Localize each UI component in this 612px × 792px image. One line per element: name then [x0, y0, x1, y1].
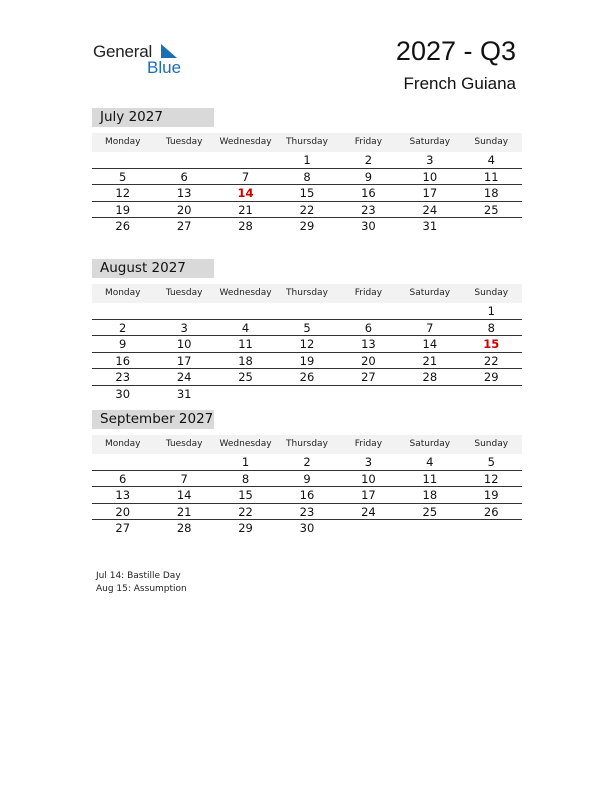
day-cell: 26	[299, 370, 315, 384]
empty-day-cell	[461, 218, 522, 235]
day-cell: 24	[176, 370, 192, 384]
month-september	[92, 410, 522, 537]
weekday-label: Wednesday	[219, 439, 272, 449]
weekday-label: Friday	[354, 439, 383, 449]
weekday-label: Wednesday	[219, 137, 272, 147]
month-title: August 2027	[92, 259, 214, 278]
week-row	[92, 202, 522, 219]
day-cell: 4	[487, 153, 495, 167]
day-cell: 17	[176, 353, 192, 368]
day-cell: 24	[361, 504, 376, 519]
week-row	[92, 487, 522, 504]
empty-day-cell	[92, 454, 153, 470]
day-cell: 18	[483, 186, 499, 200]
day-cell: 26	[115, 219, 131, 233]
weekday-label: Monday	[104, 137, 141, 147]
empty-day-cell	[276, 386, 337, 403]
day-cell: 10	[361, 471, 376, 486]
weekday-header-row	[92, 284, 522, 303]
empty-day-cell	[215, 303, 276, 319]
month-title: September 2027	[92, 410, 214, 429]
day-cell: 6	[364, 320, 373, 335]
week-row	[92, 369, 522, 386]
day-cell: 1	[487, 304, 495, 318]
day-cell: 16	[361, 186, 376, 200]
day-cell: 20	[115, 504, 131, 519]
holiday-note: Jul 14: Bastille Day	[96, 571, 181, 581]
empty-day-cell	[461, 386, 522, 403]
day-cell: 28	[238, 219, 253, 233]
holiday-day-cell: 15	[483, 337, 500, 351]
day-cell: 29	[238, 521, 253, 535]
weekday-label: Saturday	[409, 288, 451, 298]
day-cell: 23	[299, 504, 315, 519]
day-cell: 15	[238, 488, 253, 502]
page-title: 2027 - Q3	[395, 36, 516, 66]
week-row	[92, 504, 522, 521]
day-cell: 20	[176, 202, 192, 217]
day-cell: 7	[241, 169, 250, 184]
day-cell: 7	[180, 471, 188, 486]
day-cell: 17	[422, 186, 438, 200]
day-cell: 23	[361, 202, 376, 217]
day-cell: 13	[176, 186, 192, 200]
day-cell: 12	[483, 471, 499, 486]
day-cell: 15	[299, 186, 315, 200]
day-cell: 30	[299, 521, 315, 535]
day-cell: 27	[176, 219, 192, 233]
weekday-label: Tuesday	[165, 137, 203, 147]
day-cell: 27	[361, 370, 376, 384]
month-august	[92, 259, 522, 402]
day-cell: 21	[422, 353, 438, 368]
day-cell: 7	[426, 320, 434, 335]
day-cell: 31	[422, 219, 438, 233]
day-cell: 2	[303, 455, 311, 469]
day-cell: 10	[176, 337, 192, 351]
day-cell: 28	[422, 370, 438, 384]
week-row	[92, 169, 522, 186]
empty-day-cell	[92, 152, 153, 168]
day-cell: 3	[364, 455, 373, 469]
weekday-label: Tuesday	[165, 439, 203, 449]
empty-day-cell	[215, 386, 276, 403]
empty-day-cell	[153, 303, 214, 319]
day-cell: 11	[422, 471, 438, 486]
day-cell: 27	[115, 521, 131, 535]
weekday-label: Saturday	[409, 439, 451, 449]
day-cell: 10	[422, 169, 438, 184]
day-cell: 14	[176, 488, 192, 502]
day-cell: 4	[426, 455, 434, 469]
day-cell: 2	[119, 320, 127, 335]
day-cell: 17	[361, 488, 376, 502]
day-cell: 11	[238, 337, 253, 351]
day-cell: 28	[176, 521, 192, 535]
day-cell: 8	[303, 169, 311, 184]
empty-day-cell	[399, 303, 460, 319]
day-cell: 18	[238, 353, 253, 368]
weekday-label: Friday	[354, 137, 383, 147]
holiday-notes	[96, 570, 187, 596]
day-cell: 21	[238, 202, 253, 217]
day-cell: 12	[299, 337, 315, 351]
day-cell: 19	[299, 353, 315, 368]
week-row	[92, 454, 522, 471]
empty-day-cell	[276, 303, 337, 319]
day-cell: 25	[238, 370, 253, 384]
day-cell: 24	[422, 202, 438, 217]
day-cell: 25	[422, 504, 438, 519]
week-row	[92, 320, 522, 337]
day-cell: 19	[115, 202, 131, 217]
day-cell: 30	[115, 386, 131, 401]
day-cell: 4	[241, 320, 250, 335]
day-cell: 2	[364, 153, 373, 167]
week-row	[92, 520, 522, 537]
week-row	[92, 152, 522, 169]
logo-blue-text: Blue	[147, 58, 182, 77]
logo	[93, 42, 193, 78]
weekday-label: Sunday	[474, 137, 509, 147]
holiday-note: Aug 15: Assumption	[96, 584, 187, 594]
day-cell: 22	[238, 504, 253, 519]
day-cell: 30	[361, 219, 376, 233]
day-cell: 20	[361, 353, 376, 368]
empty-day-cell	[153, 454, 214, 470]
day-cell: 13	[361, 337, 376, 351]
weekday-label: Thursday	[286, 137, 328, 147]
day-cell: 5	[487, 455, 495, 469]
day-cell: 9	[303, 471, 311, 486]
week-row	[92, 386, 522, 403]
empty-day-cell	[399, 520, 460, 537]
day-cell: 18	[422, 488, 438, 502]
day-cell: 5	[119, 169, 127, 184]
weekday-label: Monday	[104, 288, 141, 298]
empty-day-cell	[92, 303, 153, 319]
day-cell: 31	[176, 386, 192, 401]
weekday-label: Thursday	[286, 439, 328, 449]
day-cell: 6	[180, 169, 188, 184]
country-name: French Guiana	[403, 74, 516, 93]
weekday-label: Sunday	[474, 439, 509, 449]
day-cell: 29	[299, 219, 315, 233]
day-cell: 1	[303, 153, 311, 167]
day-cell: 23	[115, 370, 131, 384]
day-cell: 26	[483, 504, 499, 519]
day-cell: 16	[115, 353, 131, 368]
day-cell: 1	[241, 455, 250, 469]
week-row	[92, 336, 522, 353]
weekday-header-row	[92, 133, 522, 152]
day-cell: 11	[483, 169, 499, 184]
weekday-label: Friday	[354, 288, 383, 298]
day-cell: 19	[483, 488, 499, 502]
day-cell: 22	[299, 202, 315, 217]
month-title: July 2027	[92, 108, 214, 127]
day-cell: 29	[483, 370, 499, 384]
day-cell: 8	[241, 471, 250, 486]
day-cell: 16	[299, 488, 315, 502]
week-row	[92, 185, 522, 202]
day-cell: 14	[422, 337, 438, 351]
day-cell: 9	[364, 169, 373, 184]
day-cell: 8	[487, 320, 495, 335]
day-cell: 12	[115, 186, 131, 200]
month-july	[92, 108, 522, 235]
empty-day-cell	[338, 386, 399, 403]
empty-day-cell	[461, 520, 522, 537]
day-cell: 3	[180, 320, 188, 335]
week-row	[92, 471, 522, 488]
logo-general-text: General	[93, 42, 153, 61]
logo-triangle-icon	[161, 44, 177, 58]
day-cell: 6	[119, 471, 127, 486]
empty-day-cell	[338, 520, 399, 537]
holiday-day-cell: 14	[237, 186, 254, 200]
weekday-label: Monday	[104, 439, 141, 449]
week-row	[92, 218, 522, 235]
weekday-label: Sunday	[474, 288, 509, 298]
week-row	[92, 353, 522, 370]
week-row	[92, 303, 522, 320]
day-cell: 25	[483, 202, 499, 217]
weekday-label: Tuesday	[165, 288, 203, 298]
day-cell: 13	[115, 488, 131, 502]
weekday-header-row	[92, 435, 522, 454]
empty-day-cell	[399, 386, 460, 403]
weekday-label: Saturday	[409, 137, 451, 147]
day-cell: 22	[483, 353, 499, 368]
day-cell: 9	[119, 337, 127, 351]
empty-day-cell	[215, 152, 276, 168]
empty-day-cell	[338, 303, 399, 319]
day-cell: 5	[303, 320, 311, 335]
weekday-label: Thursday	[286, 288, 328, 298]
day-cell: 3	[426, 153, 434, 167]
weekday-label: Wednesday	[219, 288, 272, 298]
empty-day-cell	[153, 152, 214, 168]
day-cell: 21	[176, 504, 192, 519]
